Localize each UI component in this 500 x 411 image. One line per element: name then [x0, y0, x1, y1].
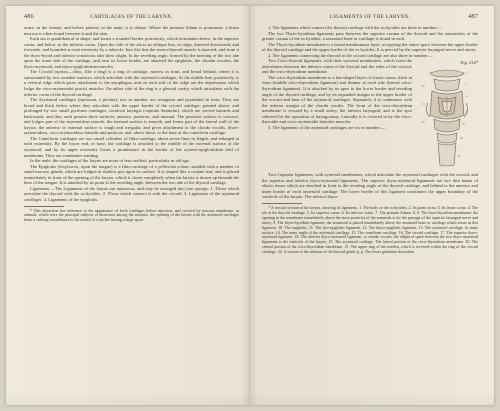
figure-side-text — [262, 58, 412, 172]
left-running-title: CARTILAGES OF THE LARYNX. — [90, 14, 173, 20]
left-page-number: 486 — [24, 14, 34, 20]
paragraph: The Cuneiform cartilages are two small cylinders of fibro-cartilage, about seven lines in length, and enlarged at each extremity. By the lower end, or base, the cartilage is attached to the middle of the external surface of the arytenoid, and by its upper extremity forms a prominence in the border of the aryteno-epiglottidean fold of membrane. They are sometimes wanting. — [24, 135, 239, 158]
paragraph: In the male, the cartilages of the larynx are more or less ossified, particularly in old age. — [30, 158, 190, 164]
gutter-shadow — [250, 6, 258, 405]
svg-text:13: 13 — [422, 103, 425, 107]
paragraph: 2. The ligaments connecting the thyroid to the cricoid cartilage are also three in number:— — [268, 52, 434, 58]
paragraph: Two Crico-thyroid ligaments, with their synovial membranes, which form the articulation between the inferior cornu of the thyroid and the sides of the cricoid; and the crico-thyroidean membrane. — [262, 58, 412, 75]
book-spread — [6, 6, 494, 405]
left-page-header — [24, 14, 239, 20]
paragraph: The two Thyro-hyoidean ligaments pass between the superior cornua of the thyroid and the extremities of the greater cornua of the os hyoides; a sesamoid bone or cartilage is found in each. — [262, 30, 478, 42]
svg-text:2: 2 — [465, 83, 467, 87]
left-page — [6, 6, 250, 405]
right-page-number: 487 — [468, 14, 478, 20]
larynx-illustration — [416, 67, 478, 167]
paragraph: The crico-thyroidean membrane is a fan-shaped layer of elastic tissue, thick in front (middle crico-thyroidean ligament) and thinner at each side (lateral crico-thyroidean ligament). It is attached by its apex to the lower border and receding angle of the thyroid cartilage, and by its expanded margin to the upper border of the cricoid and base of the arytenoid cartilages. Separately it is continuous with the inferior margin of the chorda vocalis. The front of the crico-thyroidean membrane is crossed by a small artery, the inferior laryngeal, and is the spot selected for the operation of laryngotomy. Laterally it is covered in by the crico-thyroidei and crico-arytenoidei laterales muscles. — [262, 74, 412, 125]
right-running-title: LIGAMENTS OF THE LARYNX. — [329, 14, 411, 20]
paragraph: The Epiglottis (ἐπιγλωττίς, upon the tongue) is a fibro-cartilage of a yellowish colour, studded with a number of small mucous glands, which are lodged in shallow pits upon its surface. It is shaped like a cordate leaf, and is placed immediately in front of the opening of the larynx, which it closes completely when the larynx is drawn up beneath the base of the tongue. It is attached by its point to the receding angle, between the two alæ of the thyroid cartilage. — [24, 163, 239, 186]
paragraph: Each ala is quadrilateral in shape, and forms a rounded border posteriorly, which terminates above, in the superior cornu, and below, in the inferior cornu. Upon the side of the ala is an oblique line, or ridge, directed downwards and forwards, and bounded at each extremity by a tubercle. Into this line the sterno-thyroid muscle is inserted; and from it the thyro-hyoid and inferior constrictor take their origin. In the receding angle, formed by the meeting of the two alæ upon the inner side of the cartilage, and near its lower border, are attached the epiglottis, the chordæ vocales, the thyro-arytenoid, and thyro-epiglottidean muscles. — [24, 36, 239, 69]
right-page-header — [262, 14, 478, 20]
paragraph: The Thyro-hyoidean membrane is a broad membranous layer, occupying the entire space between the upper border of the thyroid cartilage and the upper border of the os hyoides. It is pierced by the superior laryngeal nerve and artery. — [262, 41, 478, 53]
figure-wrap — [262, 58, 478, 172]
svg-text:16: 16 — [462, 123, 465, 127]
svg-text:18: 18 — [422, 121, 425, 125]
figure-label: Fig. 214* — [460, 60, 478, 66]
paragraph: Ligaments.—The Ligaments of the larynx are numerous, and may be arranged into four groups: 1. Those which articulate the thyroid with the os hyoides. 2. Those which connect it with the cricoid. 3. Ligaments of the arytenoid cartilages. 4. Ligaments of the epiglottis. — [24, 185, 239, 202]
page-shade — [6, 391, 249, 405]
svg-text:20: 20 — [460, 137, 463, 141]
paragraph: acute; in the female, and before puberty in the male, it is obtuse. Where the pomum Adami is prominent, a bursa mucosa is often found between it and the skin. — [24, 25, 239, 36]
svg-text:1: 1 — [466, 72, 468, 76]
svg-text:8: 8 — [466, 111, 468, 115]
caption-rule — [262, 203, 302, 204]
svg-text:4: 4 — [466, 95, 468, 99]
footnote: * This dissection has reference to the appearance of fresh cartilages before injection, and covered by mucous membrane, in animals, which were the principal subjects of dissection among the ancients, the opening of the larynx with the arytenoid cartilages bears a striking resemblance to the mouth of a pitcher having a large spout. — [24, 207, 239, 223]
right-page-body — [262, 25, 478, 255]
left-page-body — [24, 25, 239, 223]
paragraph: The Arytenoid cartilages (ἀρύταινα, a pitcher), two in number, are triangular and pyramidal in form. They are broad and thick below where they articulate with the upper border of the cricoid cartilage; pointed above, and prolonged by two small pyriform cartilages, corniculi laryngis (capitula Santorini), which are curved inwards and backwards, and they each present three surfaces, anterior, posterior, and internal. The posterior surface is concave, and lodges part of the arytenoideus muscle; the internal surface is smooth, and forms part of the lateral wall of the larynx; the anterior or external surface is rough and irregular, and gives attachment to the chorda vocalis, thyro-arytenoideus, crico-arytenoideus lateralis and posticus, and, above these, to the base of the cuneiform cartilage. — [24, 97, 239, 136]
right-page — [250, 6, 494, 405]
paragraph: 3. The ligaments of the arytenoid cartilages are six in number:— — [268, 124, 386, 130]
page-shade — [250, 391, 494, 405]
gutter-shadow — [241, 6, 249, 405]
larynx-figure — [416, 60, 478, 172]
paragraph: 1. The ligaments which connect the thyroid cartilage with the os hyoides are three in number:— — [268, 25, 443, 30]
paragraph: Two Capsular ligaments, with synovial membranes, which articulate the arytenoid cartilages with the cricoid; and the superior and inferior thyro-arytenoid ligaments. The superior thyro-arytenoid ligaments are two thin bands of elastic tissue which are attached in front to the receding angle of the thyroid cartilage, and behind to the anterior and inner border of each arytenoid cartilage. The lower border of this ligament constitutes the upper boundary of the ventricle of the larynx. The inferior thyro- — [262, 172, 478, 200]
paragraph: The Cricoid (κρίκος—εἶδος, like a ring) is a ring of cartilage, narrow in front, and broad behind, where it is surmounted by two rounded surfaces, which articulate with the arytenoid cartilages. At the middle line, posteriorly, is a vertical ridge which gives attachment to the œsophagus, and on each side of the ridge are the depressions which lodge the crico-arytenoidei postici muscles. On either side of the ring is a glenoid cavity, which articulates with the inferior cornu of the thyroid cartilage. — [24, 69, 239, 97]
svg-text:10: 10 — [422, 85, 425, 89]
figure-caption: * A vertical section of the larynx, showing its ligaments. 1. The body of the os hyoides. 2. Its great cornu. 3. Its lesser cornu. 4. The ala of the thyroid cartilage. 5. Its superior cornu. 6. Its inferior cornu. 7. The pomum Adami. 8, 8. The thyro-hyoidean membrane; the opening in the membrane immediately above the most posterior of the numerals is for the passage of the superior laryngeal nerve and artery. 9. The thyro-hyoidean ligament; the sesamoid is placed immediately above the sesamoid bone or cartilage which exists in this ligament. 10. The epiglottis. 11. The hyo-epiglottic ligament. 12. The thyro-epiglottic ligament. 13. The arytenoid cartilage; its inner surface. 14. The inner angle of the arytenoid cartilage. 15. The cuneiform cartilage. 16. The cricoid cartilage. 17. The superior thyro-arytenoid ligament. 18. The inferior thyro-arytenoid ligament, or chorda vocalis; the elliptical space between the two thyro-arytenoid ligaments is the ventricle of the larynx. 19. The arytenoid cartilage. The lateral portion of the crico-thyroidean membrane. 20. The central portion of the crico-thyroidean membrane. 21. The upper ring of the trachea, which is received within the ring of the cricoid cartilage. 22. A section of the isthmus of the thyroid gland. p, p. The lower glandulæ thyroideæ. — [262, 205, 478, 255]
svg-text:21: 21 — [458, 155, 461, 159]
footnote-rule — [24, 206, 64, 207]
